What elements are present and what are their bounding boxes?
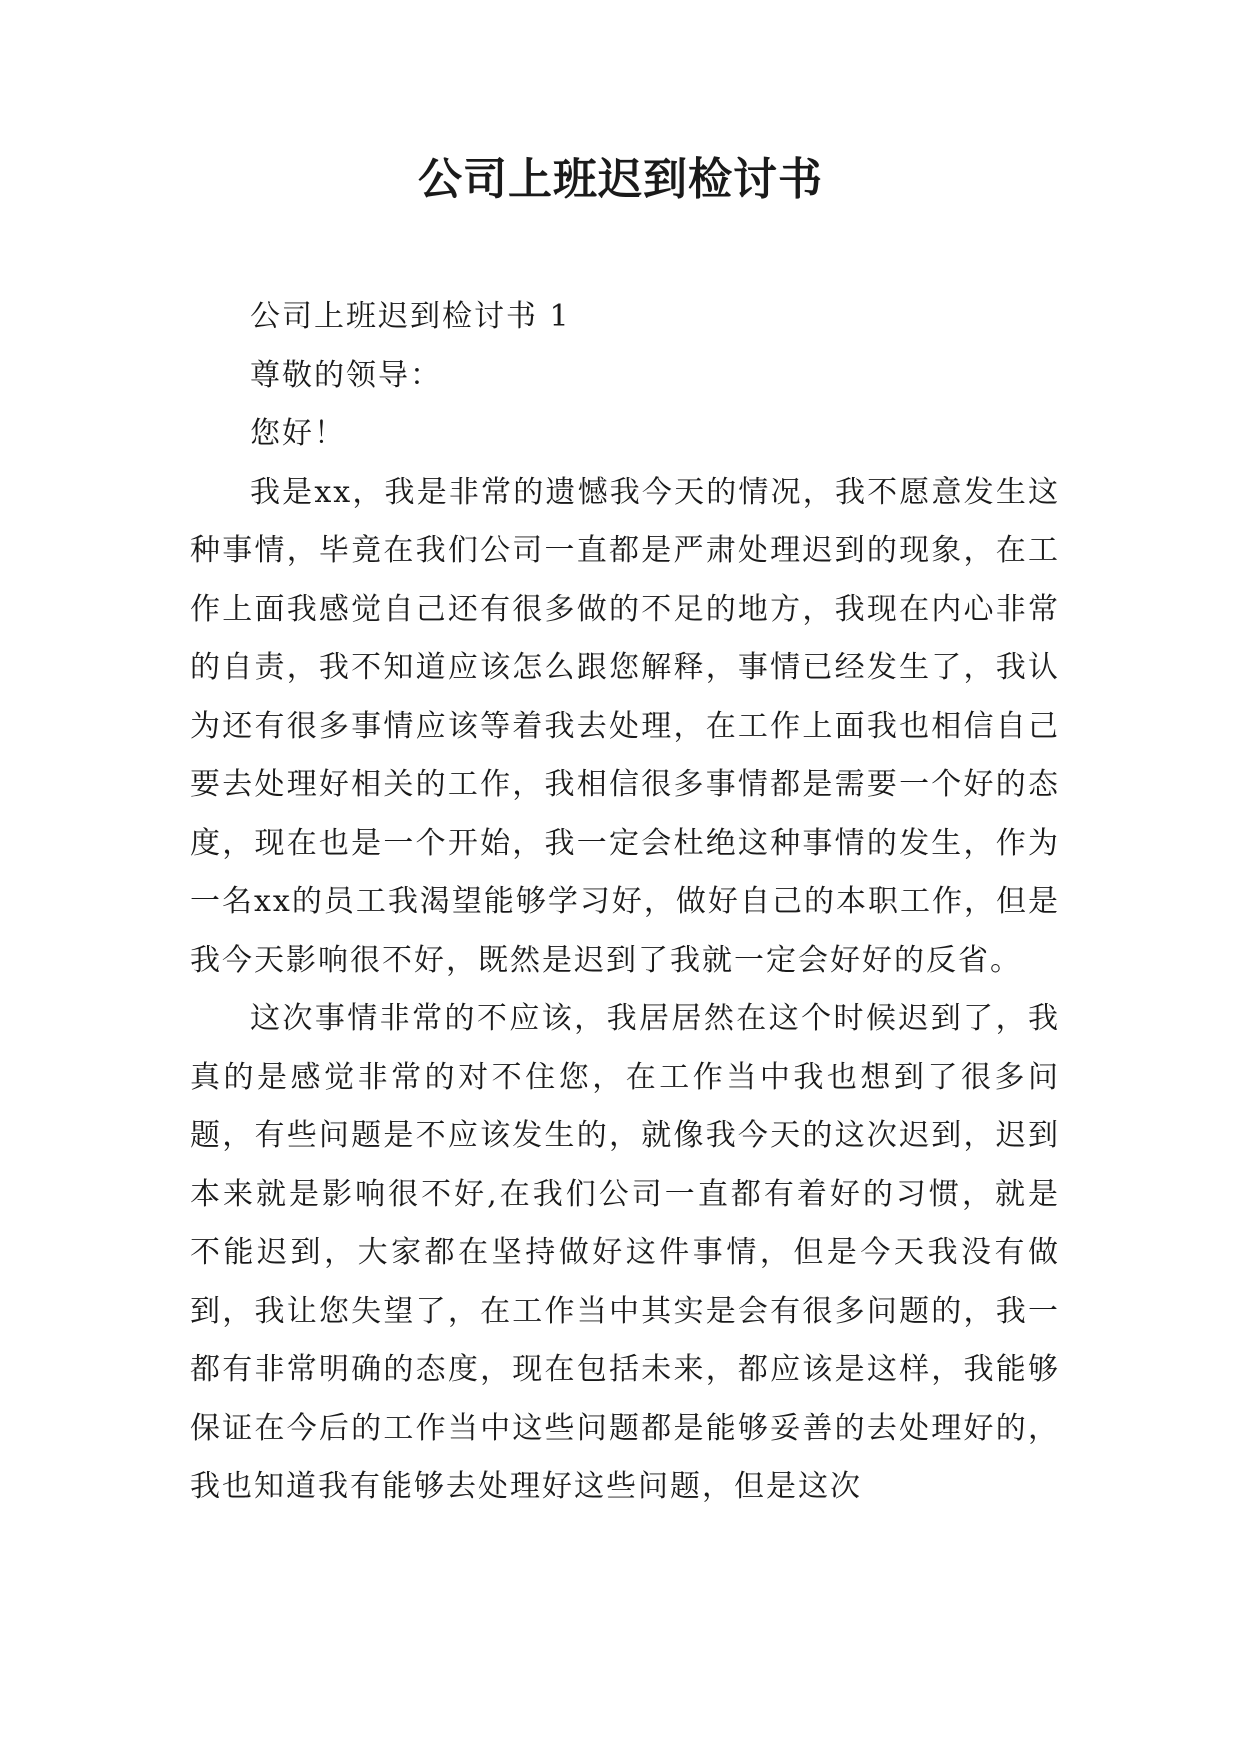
section-heading: 公司上班迟到检讨书 1 [250, 299, 571, 334]
body-paragraph: 我是xx，我是非常的遗憾我今天的情况，我不愿意发生这种事情，毕竟在我们公司一直都是严肃处理迟到的现象，在工作上面我感觉自己还有很多做的不足的地方，我现在内心非常的自责，我不知道应该怎么跟您解释，事情已经发生了，我认为还有很多事情应该等着我去处理，在工作上面我也相信自己要去处理好相关的工作，我相信很多事情都是需要一个好的态度，现在也是一个开始，我一定会杜绝这种事情的发生，作为一名xx的员工我渴望能够学习好，做好自己的本职工作，但是我今天影响很不好，既然是迟到了我就一定会好好的反省。 [190, 474, 1060, 978]
salutation: 尊敬的领导： [250, 357, 442, 393]
body-paragraph: 这次事情非常的不应该，我居居然在这个时候迟到了，我真的是感觉非常的对不住您，在工作当中我也想到了很多问题，有些问题是不应该发生的，就像我今天的这次迟到，迟到本来就是影响很不好,在我们公司一直都有着好的习惯，就是不能迟到，大家都在坚持做好这件事情，但是今天我没有做到，我让您失望了，在工作当中其实是会有很多问题的，我一都有非常明确的态度，现在包括未来，都应该是这样，我能够保证在今后的工作当中这些问题都是能够妥善的去处理好的，我也知道我有能够去处理好这些问题，但是这次 [190, 1001, 1060, 1504]
greeting: 您好！ [250, 416, 346, 451]
document-title: 公司上班迟到检讨书 [418, 154, 823, 205]
document-body [190, 288, 1060, 1517]
